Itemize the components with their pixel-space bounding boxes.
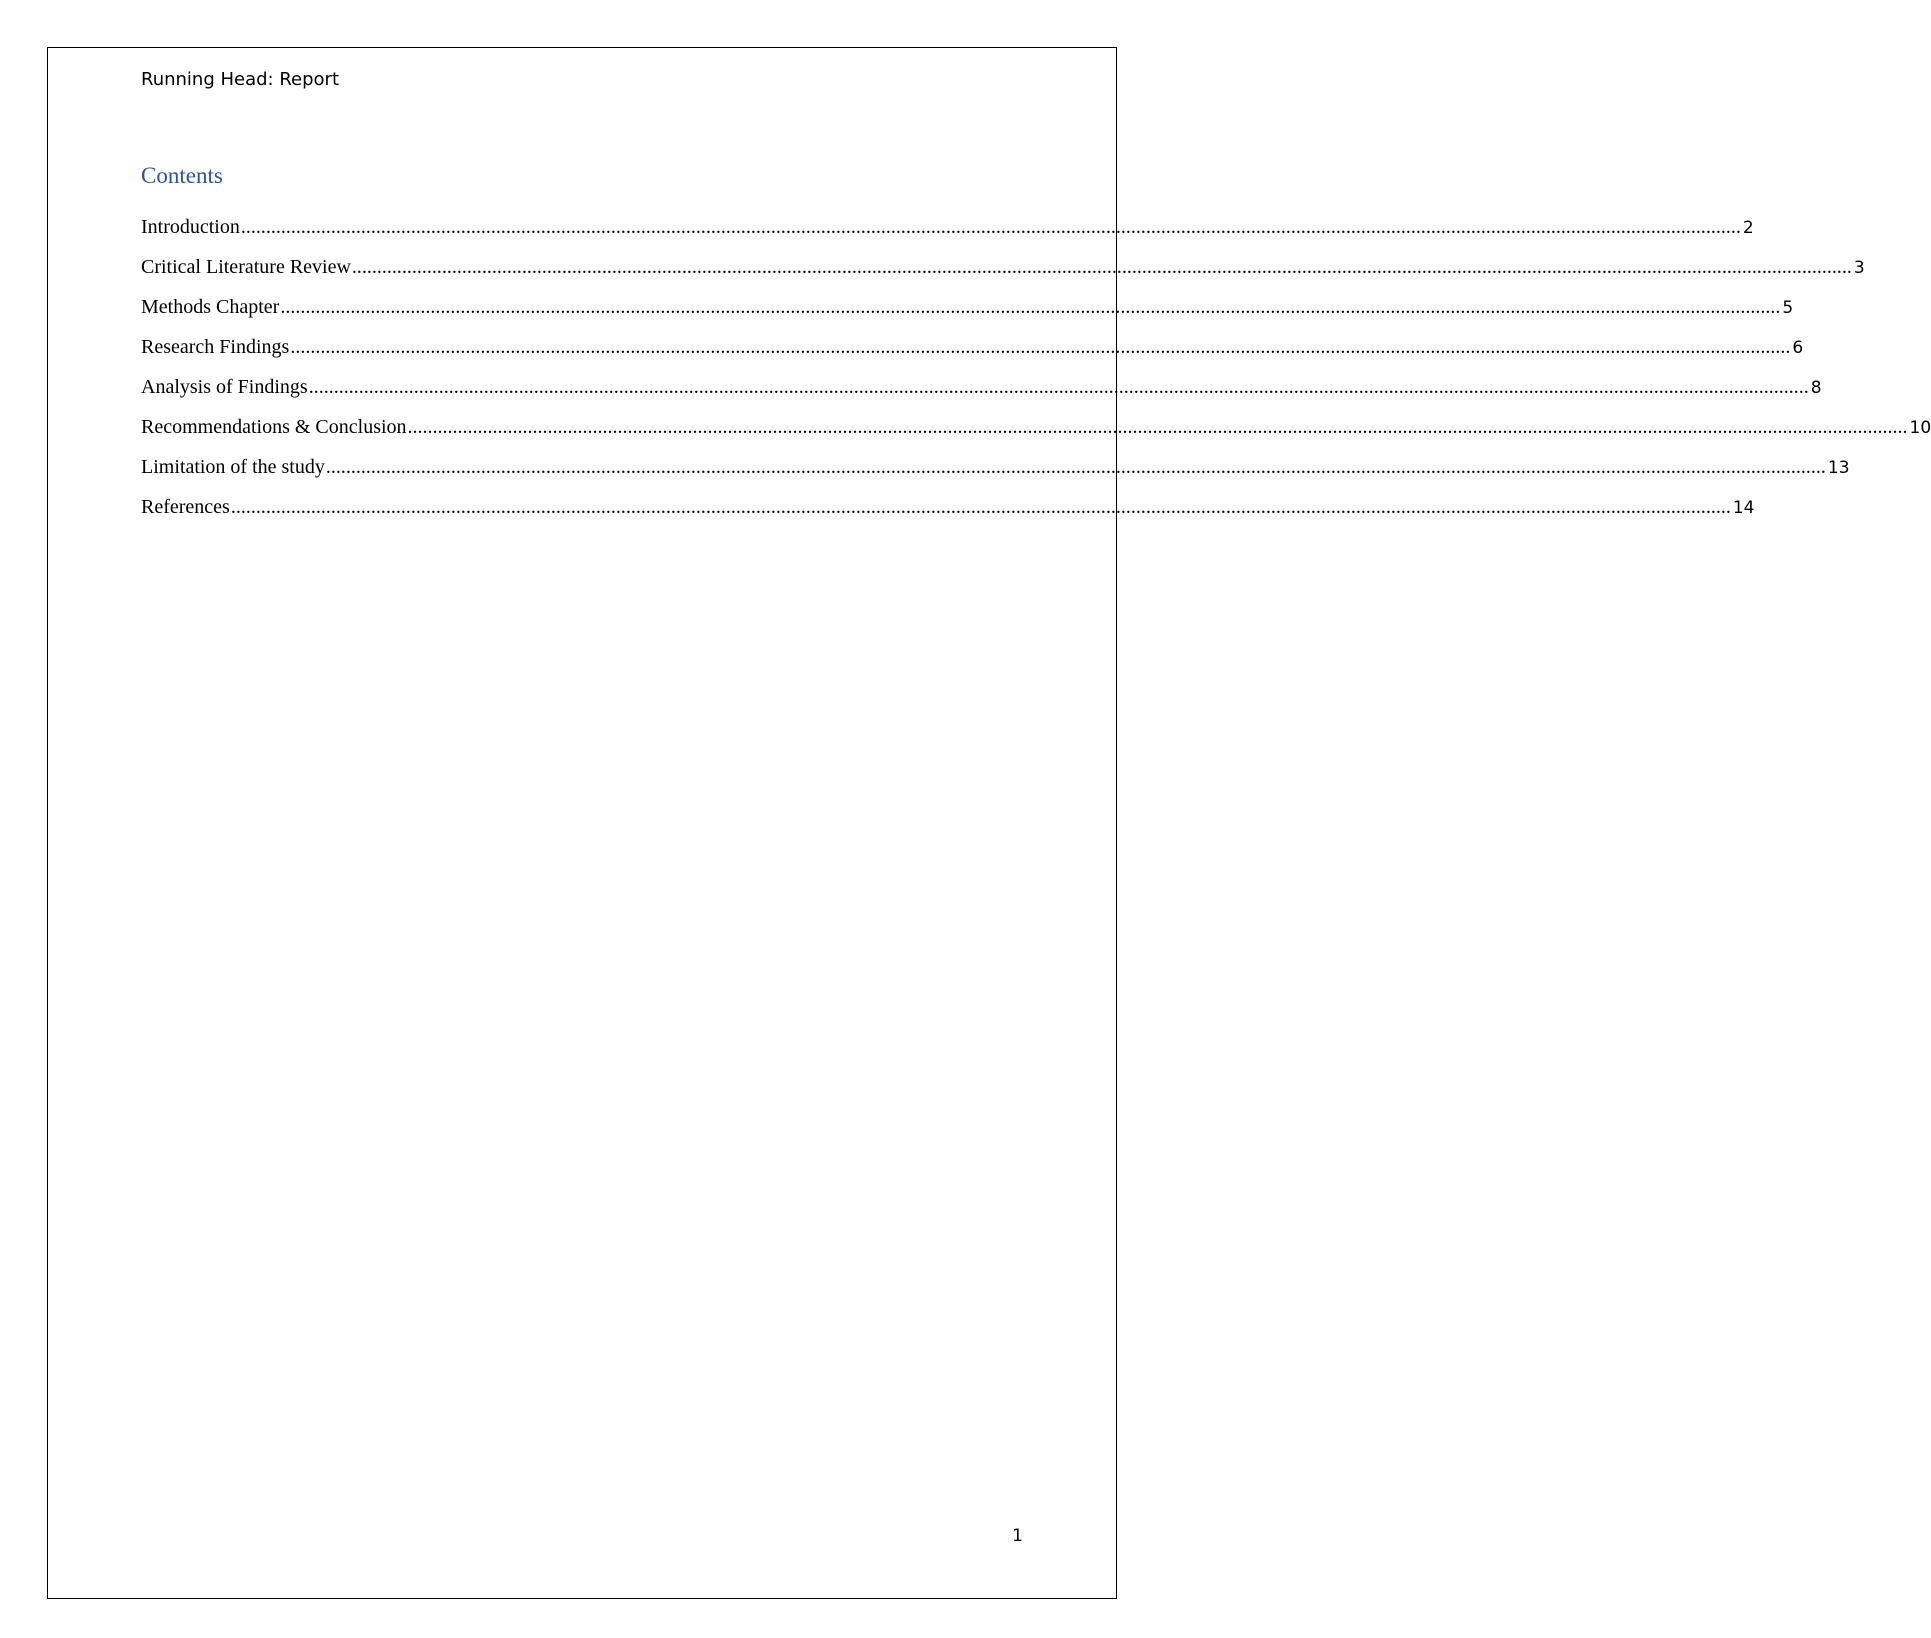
toc-entry-title: References	[141, 496, 230, 518]
toc-entry-page: 10	[1909, 418, 1931, 438]
toc-dot-leader: ............................................................................................................................................................................................................................................................................................................	[351, 256, 1852, 278]
toc-entry-critical-literature-review[interactable]	[141, 256, 1865, 296]
toc-entry-page: 8	[1810, 378, 1822, 398]
toc-entry-page: 5	[1782, 298, 1794, 318]
toc-dot-leader: ............................................................................................................................................................................................................................................................................................................	[325, 456, 1826, 478]
toc-entry-page: 14	[1732, 498, 1755, 518]
toc-dot-leader: ............................................................................................................................................................................................................................................................................................................	[230, 496, 1731, 518]
toc-heading: Contents	[141, 163, 223, 188]
toc-dot-leader: ............................................................................................................................................................................................................................................................................................................	[240, 216, 1741, 238]
toc-entry-title: Research Findings	[141, 336, 290, 358]
toc-entry-title: Recommendations & Conclusion	[141, 416, 407, 438]
toc-dot-leader: ............................................................................................................................................................................................................................................................................................................	[308, 376, 1809, 398]
page-number: 1	[1012, 1526, 1023, 1546]
toc-entry-limitation-of-the-study[interactable]	[141, 456, 1850, 496]
toc-entry-title: Analysis of Findings	[141, 376, 308, 398]
toc-dot-leader: ............................................................................................................................................................................................................................................................................................................	[290, 336, 1791, 358]
toc-entry-page: 13	[1827, 458, 1850, 478]
table-of-contents	[141, 216, 1931, 536]
toc-dot-leader: ............................................................................................................................................................................................................................................................................................................	[407, 416, 1908, 438]
toc-entry-title: Limitation of the study	[141, 456, 325, 478]
running-head: Running Head: Report	[141, 69, 339, 90]
toc-entry-analysis-of-findings[interactable]	[141, 376, 1822, 416]
toc-entry-references[interactable]	[141, 496, 1755, 536]
toc-entry-page: 3	[1853, 258, 1865, 278]
toc-entry-page: 6	[1792, 338, 1804, 358]
toc-entry-title: Critical Literature Review	[141, 256, 351, 278]
toc-entry-recommendations-conclusion[interactable]	[141, 416, 1931, 456]
toc-entry-research-findings[interactable]	[141, 336, 1804, 376]
toc-entry-introduction[interactable]	[141, 216, 1754, 256]
toc-entry-page: 2	[1742, 218, 1754, 238]
toc-dot-leader: ............................................................................................................................................................................................................................................................................................................	[280, 296, 1781, 318]
toc-entry-methods-chapter[interactable]	[141, 296, 1794, 336]
toc-entry-title: Methods Chapter	[141, 296, 280, 318]
toc-entry-title: Introduction	[141, 216, 240, 238]
